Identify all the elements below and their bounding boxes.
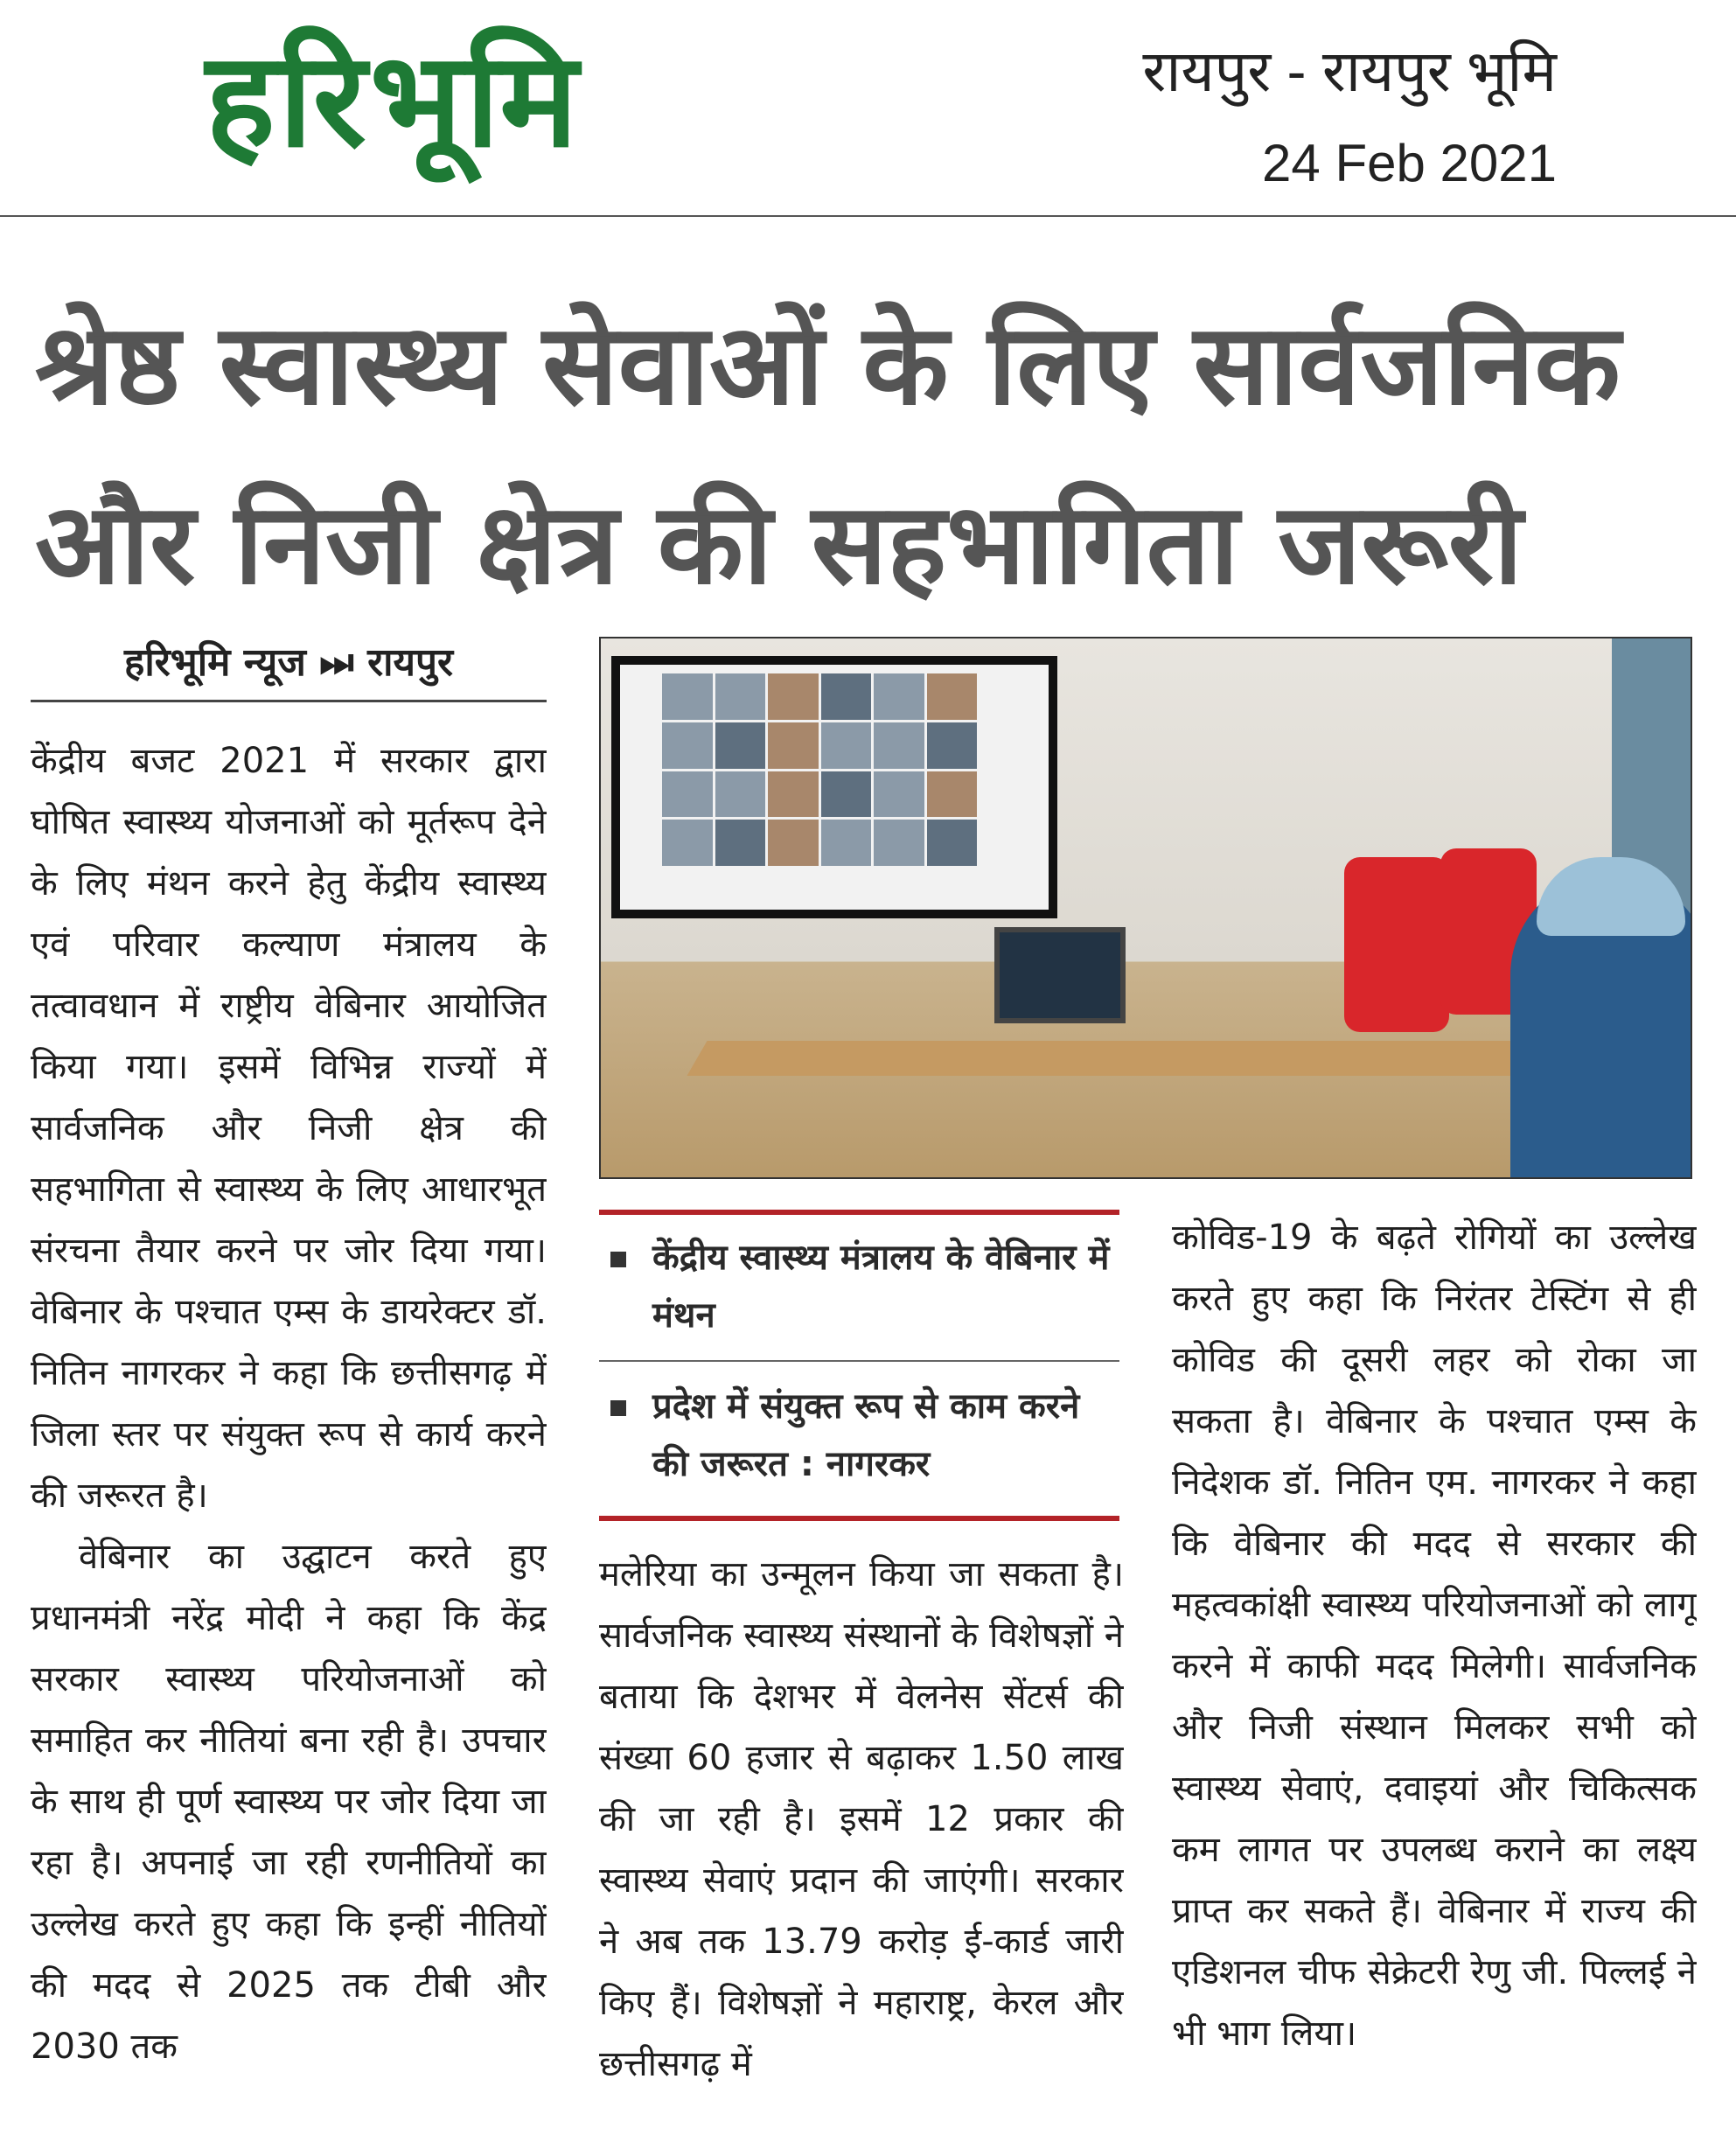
- news-photo: [599, 637, 1692, 1179]
- masthead-logo: हरिभूमि: [206, 24, 582, 177]
- edition-info: [1142, 39, 1557, 198]
- highlight-item: [610, 1378, 1118, 1493]
- desk: [687, 1041, 1581, 1076]
- headline: [35, 276, 1705, 634]
- highlight-text: प्रदेश में संयुक्त रूप से काम करने की जरूरत : नागरकर: [652, 1386, 1080, 1484]
- paragraph: वेबिनार का उद्घाटन करते हुए प्रधानमंत्री नरेंद्र मोदी ने कहा कि केंद्र सरकार स्वास्थ्य परियोजनाओं को समाहित कर नीतियां बना रही है। उपचार के साथ ही पूर्ण स्वास्थ्य पर जोर दिया जा रहा है। अपनाई जा रही रणनीतियों का उल्लेख करते हुए कहा कि इन्हीं नीतियों की मदद से 2025 तक टीबी और 2030 तक: [31, 1537, 547, 2067]
- highlight-top-rule: [599, 1210, 1119, 1215]
- edition-city: रायपुर - रायपुर भूमि: [1142, 38, 1557, 103]
- article-column-3: [1172, 1207, 1697, 2139]
- byline: हरिभूमि न्यूज ⏭ रायपुर: [124, 640, 453, 685]
- article-column-1: [31, 730, 547, 2134]
- laptop: [994, 927, 1126, 1023]
- highlight-item: [610, 1229, 1118, 1344]
- video-conference-grid: [662, 673, 977, 866]
- article-column-2: [599, 1544, 1124, 2139]
- paragraph: मलेरिया का उन्मूलन किया जा सकता है। सार्वजनिक स्वास्थ्य संस्थानों के विशेषज्ञों ने बताया कि देशभर में वेलनेस सेंटर्स की संख्या 60 हजार से बढ़ाकर 1.50 लाख की जा रही है। इसमें 12 प्रकार की स्वास्थ्य सेवाएं प्रदान की जाएंगी। सरकार ने अब तक 13.79 करोड़ ई-कार्ड जारी किए हैं। विशेषज्ञों ने महाराष्ट्र, केरल और छत्तीसगढ़ में: [599, 1554, 1124, 2084]
- masthead-rule: [0, 215, 1736, 217]
- bullet-icon: [610, 1252, 626, 1267]
- highlight-text: केंद्रीय स्वास्थ्य मंत्रालय के वेबिनार में मंथन: [652, 1238, 1110, 1336]
- highlight-divider: [599, 1360, 1119, 1362]
- headline-line-1: श्रेष्ठ स्वास्थ्य सेवाओं के लिए सार्वजनिक: [35, 300, 1621, 430]
- paragraph: कोविड-19 के बढ़ते रोगियों का उल्लेख करते हुए कहा कि निरंतर टेस्टिंग से ही कोविड की दूसरी लहर को रोका जा सकता है। वेबिनार के पश्चात एम्स के निदेशक डॉ. नितिन एम. नागरकर ने कहा कि वेबिनार की मदद से सरकार की महत्वकांक्षी स्वास्थ्य परियोजनाओं को लागू करने में काफी मदद मिलेगी। सार्वजनिक और निजी संस्थान मिलकर सभी को स्वास्थ्य सेवाएं, दवाइयां और चिकित्सक कम लागत पर उपलब्ध कराने का लक्ष्य प्राप्त कर सकते हैं। वेबिनार में राज्य की एडिशनल चीफ सेक्रेटरी रेणु जी. पिल्लई ने भी भाग लिया।: [1172, 1218, 1697, 2054]
- chair: [1344, 857, 1449, 1032]
- paragraph: केंद्रीय बजट 2021 में सरकार द्वारा घोषित स्वास्थ्य योजनाओं को मूर्तरूप देने के लिए मंथन करने हेतु केंद्रीय स्वास्थ्य एवं परिवार कल्याण मंत्रालय के तत्वावधान में राष्ट्रीय वेबिनार आयोजित किया गया। इसमें विभिन्न राज्यों में सार्वजनिक और निजी क्षेत्र की सहभागिता से स्वास्थ्य के लिए आधारभूत संरचना तैयार करने पर जोर दिया गया। वेबिनार के पश्चात एम्स के डायरेक्टर डॉ. नितिन नागरकर ने कहा कि छत्तीसगढ़ में जिला स्तर पर संयुक्त रूप से कार्य करने की जरूरत है।: [31, 741, 547, 1516]
- bullet-icon: [610, 1400, 626, 1416]
- highlight-bottom-rule: [599, 1516, 1119, 1521]
- edition-date: 24 Feb 2021: [1262, 133, 1557, 192]
- byline-rule: [31, 700, 547, 702]
- headline-line-2: और निजी क्षेत्र की सहभागिता जरूरी: [35, 479, 1523, 610]
